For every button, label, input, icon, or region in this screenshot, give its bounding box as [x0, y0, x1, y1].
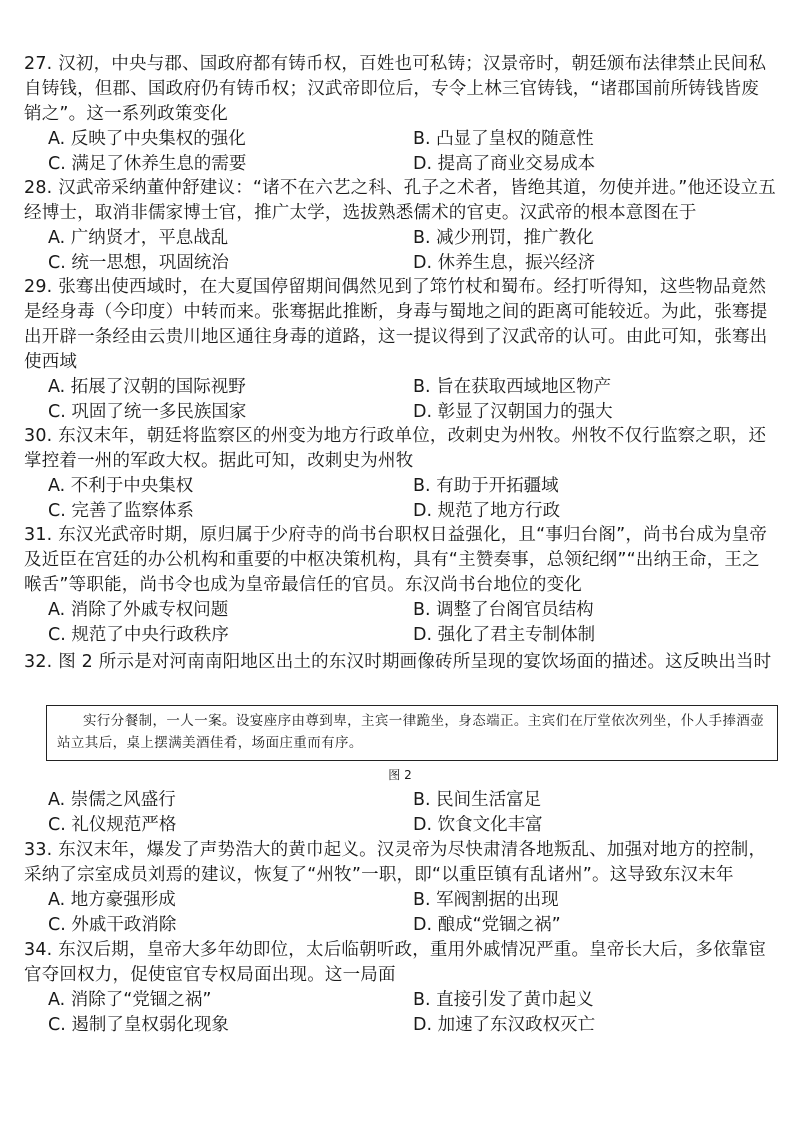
option-a: A. 崇儒之风盛行 [48, 790, 176, 810]
option-b: B. 凸显了皇权的随意性 [413, 129, 594, 149]
option-c: C. 礼仪规范严格 [48, 815, 177, 835]
figure-2-text-box: 实行分餐制，一人一案。设宴座序由尊到卑，主宾一律跪坐，身态端正。主宾们在厅堂依次列坐，仆人手捧酒壶站立其后，桌上摆满美酒佳肴，场面庄重而有序。 [46, 705, 778, 761]
question-34 [24, 938, 776, 1038]
question-33 [24, 838, 776, 938]
option-b: B. 有助于开拓疆域 [413, 476, 559, 496]
option-b: B. 民间生活富足 [413, 790, 542, 810]
option-b: B. 军阀割据的出现 [413, 890, 559, 910]
option-list [24, 226, 776, 276]
option-list [24, 598, 776, 648]
option-a: A. 广纳贤才，平息战乱 [48, 228, 229, 248]
option-a: A. 消除了“党锢之祸” [48, 990, 212, 1010]
option-a: A. 不利于中央集权 [48, 476, 194, 496]
option-list [24, 988, 776, 1038]
option-d: D. 饮食文化丰富 [413, 815, 543, 835]
option-d: D. 规范了地方行政 [413, 501, 561, 521]
option-c: C. 满足了休养生息的需要 [48, 154, 247, 174]
option-c: C. 规范了中央行政秩序 [48, 625, 229, 645]
option-d: D. 强化了君主专制体制 [413, 625, 596, 645]
option-b: B. 直接引发了黄巾起义 [413, 990, 594, 1010]
option-list [24, 788, 776, 838]
question-29 [24, 275, 776, 425]
option-b: B. 减少刑罚，推广教化 [413, 228, 594, 248]
option-c: C. 统一思想，巩固统治 [48, 253, 229, 273]
option-a: A. 拓展了汉朝的国际视野 [48, 377, 246, 397]
question-stem: 27. 汉初，中央与郡、国政府都有铸币权，百姓也可私铸；汉景帝时，朝廷颁布法律禁止民间私自铸钱，但郡、国政府仍有铸币权；汉武帝即位后，专令上林三官铸钱，“诸郡国前所铸钱皆废销之”。这一系列政策变化 [24, 54, 767, 124]
figure-caption: 图 2 [388, 768, 412, 782]
option-list [24, 375, 776, 425]
question-stem: 30. 东汉末年，朝廷将监察区的州变为地方行政单位，改刺史为州牧。州牧不仅行监察之职，还掌控着一州的军政大权。据此可知，改刺史为州牧 [24, 426, 767, 471]
option-d: D. 酿成“党锢之祸” [413, 915, 561, 935]
option-list [24, 127, 776, 177]
question-stem: 34. 东汉后期，皇帝大多年幼即位，太后临朝听政，重用外戚情况严重。皇帝长大后，多依靠宦官夺回权力，促使宦官专权局面出现。这一局面 [24, 940, 767, 985]
question-stem: 32. 图 2 所示是对河南南阳地区出土的东汉时期画像砖所呈现的宴饮场面的描述。这反映出当时 [24, 652, 772, 672]
option-c: C. 巩固了统一多民族国家 [48, 402, 247, 422]
option-a: A. 地方豪强形成 [48, 890, 176, 910]
question-27 [24, 52, 776, 177]
question-28 [24, 176, 776, 276]
option-list [24, 888, 776, 938]
option-d: D. 休养生息，振兴经济 [413, 253, 596, 273]
question-32 [24, 650, 776, 675]
question-stem: 33. 东汉末年，爆发了声势浩大的黄巾起义。汉灵帝为尽快肃清各地叛乱、加强对地方的控制，采纳了宗室成员刘焉的建议，恢复了“州牧”一职，即“以重臣镇有乱诸州”。这导致东汉末年 [24, 840, 767, 885]
question-stem: 31. 东汉光武帝时期，原归属于少府寺的尚书台职权日益强化，且“事归台阁”，尚书台成为皇帝及近臣在宫廷的办公机构和重要的中枢决策机构，具有“主赞奏事，总领纪纲”“出纳王命，王之喉舌”等职能，尚书令也成为皇帝最信任的官员。东汉尚书台地位的变化 [24, 525, 768, 595]
option-c: C. 完善了监察体系 [48, 501, 194, 521]
option-b: B. 调整了台阁官员结构 [413, 600, 594, 620]
option-d: D. 彰显了汉朝国力的强大 [413, 402, 613, 422]
option-d: D. 提高了商业交易成本 [413, 154, 596, 174]
question-30 [24, 424, 776, 524]
question-32-options [24, 788, 776, 838]
question-stem: 29. 张骞出使西域时，在大夏国停留期间偶然见到了筇竹杖和蜀布。经打听得知，这些物品竟然是经身毒（今印度）中转而来。张骞据此推断，身毒与蜀地之间的距离可能较近。为此，张骞提出开辟一条经由云贵川地区通往身毒的道路，这一提议得到了汉武帝的认可。由此可知，张骞出使西域 [24, 277, 768, 372]
question-31 [24, 523, 776, 648]
option-a: A. 消除了外戚专权问题 [48, 600, 229, 620]
option-list [24, 474, 776, 524]
question-stem: 28. 汉武帝采纳董仲舒建议：“诸不在六艺之科、孔子之术者，皆绝其道，勿使并进。”他还设立五经博士，取消非儒家博士官，推广太学，选拔熟悉儒术的官吏。汉武帝的根本意图在于 [24, 178, 776, 223]
option-a: A. 反映了中央集权的强化 [48, 129, 246, 149]
option-c: C. 遏制了皇权弱化现象 [48, 1015, 229, 1035]
option-d: D. 加速了东汉政权灭亡 [413, 1015, 596, 1035]
option-c: C. 外戚干政消除 [48, 915, 177, 935]
option-b: B. 旨在获取西域地区物产 [413, 377, 612, 397]
